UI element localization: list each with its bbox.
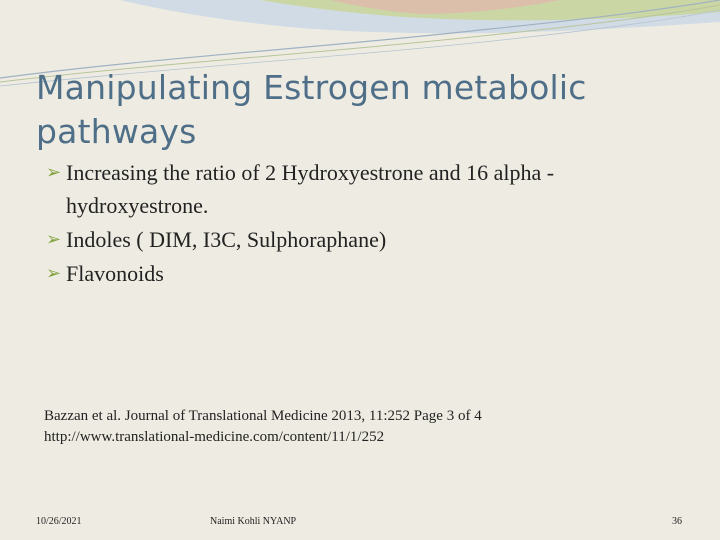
bullet-item (46, 156, 696, 222)
slide-title (36, 66, 686, 154)
citation-reference: Bazzan et al. Journal of Translational Medicine 2013, 11:252 Page 3 of 4 (44, 408, 482, 424)
bullet-text: Flavonoids (66, 261, 164, 286)
arrow-bullet-icon: ➢ (46, 162, 62, 182)
slide-title-line1: Manipulating Estrogen metabolic (36, 68, 587, 108)
bullet-text: Increasing the ratio of 2 Hydroxyestrone and 16 alpha -hydroxyestrone. (66, 160, 555, 218)
footer-page-number: 36 (672, 516, 682, 527)
citation-url: http://www.translational-medicine.com/content/11/1/252 (44, 429, 385, 445)
slide-title-line2: pathways (36, 112, 197, 152)
bullet-item (46, 257, 696, 290)
bullet-text: Indoles ( DIM, I3C, Sulphoraphane) (66, 227, 387, 252)
citation (44, 406, 684, 448)
bullet-list (46, 156, 696, 291)
arrow-bullet-icon: ➢ (46, 263, 62, 283)
arrow-bullet-icon: ➢ (46, 229, 62, 249)
footer-author: Naimi Kohli NYANP (210, 516, 297, 527)
bullet-item (46, 223, 696, 256)
footer-date: 10/26/2021 (36, 516, 82, 527)
